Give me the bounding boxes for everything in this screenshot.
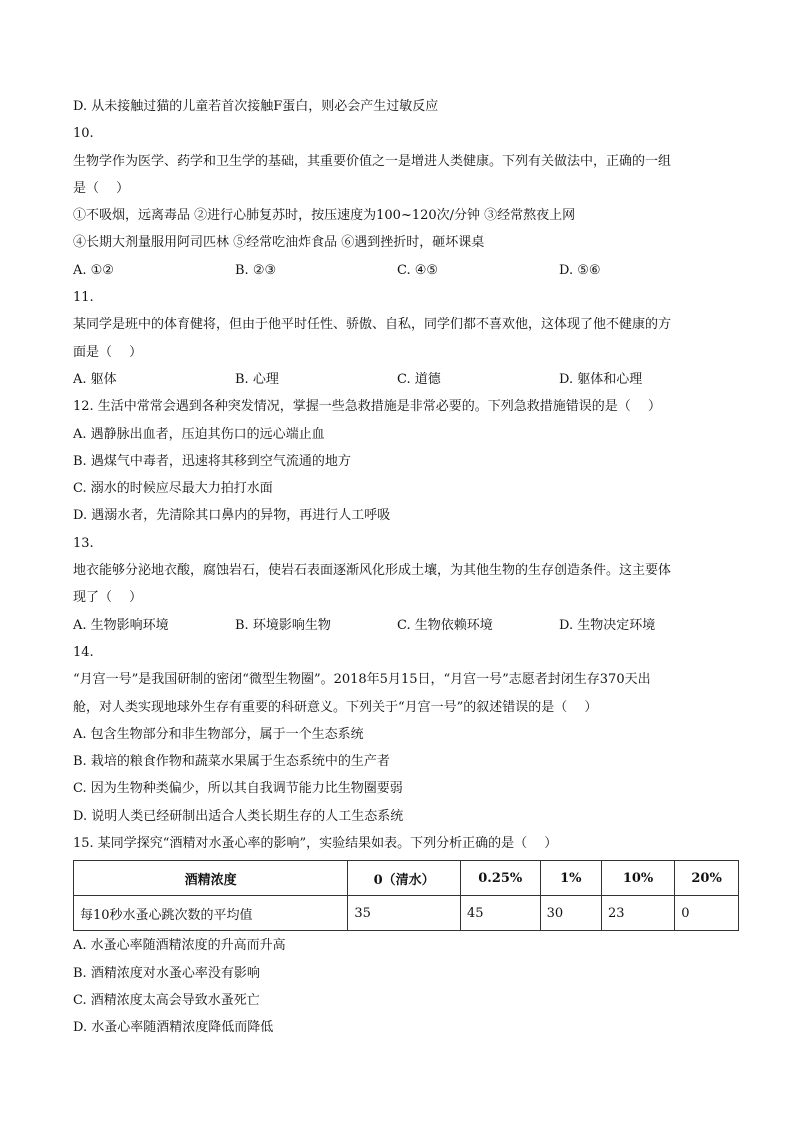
- table-cell: 30: [540, 896, 601, 931]
- q10-option-d: D. ⑤⑥: [559, 262, 601, 278]
- q13-stem-line-2: 现了（ ）: [73, 590, 143, 606]
- q10-option-c: C. ④⑤: [397, 262, 439, 278]
- q14-option-b: B. 栽培的粮食作物和蔬菜水果属于生态系统中的生产者: [73, 754, 390, 770]
- q11-stem-line-1: 某同学是班中的体育健将，但由于他平时任性、骄傲、自私，同学们都不喜欢他，这体现了他不健康的方: [73, 317, 672, 333]
- q10-option-b: B. ②③: [235, 262, 277, 278]
- q13-option-a: A. 生物影响环境: [73, 617, 169, 633]
- q12-stem: 12. 生活中常常会遇到各种突发情况，掌握一些急救措施是非常必要的。下列急救措施错误的是（ ）: [73, 399, 661, 415]
- q14-option-c: C. 因为生物种类偏少，所以其自我调节能力比生物圈要弱: [73, 781, 403, 797]
- q15-option-a: A. 水蚤心率随酒精浓度的升高而升高: [73, 938, 286, 954]
- q12-option-d: D. 遇溺水者，先清除其口鼻内的异物，再进行人工呼吸: [73, 508, 391, 524]
- q14-number: 14.: [73, 644, 94, 660]
- q12-option-b: B. 遇煤气中毒者，迅速将其移到空气流通的地方: [73, 453, 351, 469]
- q12-option-a: A. 遇静脉出血者，压迫其伤口的远心端止血: [73, 426, 325, 442]
- q15-option-c: C. 酒精浓度太高会导致水蚤死亡: [73, 992, 260, 1008]
- table-row-label: 每10秒水蚤心跳次数的平均值: [74, 896, 348, 931]
- table-header-cell: 10%: [601, 861, 674, 896]
- table-header-cell: 0（清水）: [348, 861, 461, 896]
- q11-option-c: C. 道德: [397, 371, 441, 387]
- table-cell: 23: [601, 896, 674, 931]
- q10-stem-line-1: 生物学作为医学、药学和卫生学的基础，其重要价值之一是增进人类健康。下列有关做法中，正确的一组: [73, 153, 672, 169]
- q10-number: 10.: [73, 126, 94, 142]
- q10-stem-line-2: 是（ ）: [73, 180, 130, 196]
- q10-items-line-2: ④长期大剂量服用阿司匹林 ⑤经常吃油炸食品 ⑥遇到挫折时，砸坏课桌: [73, 235, 485, 251]
- q15-option-b: B. 酒精浓度对水蚤心率没有影响: [73, 965, 260, 981]
- q14-stem-line-2: 舱，对人类实现地球外生存有重要的科研意义。下列关于“月宫一号”的叙述错误的是（ ）: [73, 699, 598, 715]
- q11-stem-line-2-row: [73, 339, 739, 366]
- table-header-cell: 0.25%: [460, 861, 540, 896]
- table-cell: 0: [675, 896, 739, 931]
- table-header-cell: 酒精浓度: [74, 861, 348, 896]
- q11-option-d: D. 躯体和心理: [559, 371, 643, 387]
- table-header-row: [74, 861, 739, 896]
- q9-option-d: D. 从未接触过猫的儿童若首次接触F蛋白，则必会产生过敏反应: [73, 99, 439, 114]
- q13-number: 13.: [73, 535, 94, 551]
- q15-stem: 15. 某同学探究“酒精对水蚤心率的影响”，实验结果如表。下列分析正确的是（ ）: [73, 836, 558, 852]
- q11-option-b: B. 心理: [235, 371, 279, 387]
- q13-option-c: C. 生物依赖环境: [397, 617, 493, 633]
- q15-option-d: D. 水蚤心率随酒精浓度降低而降低: [73, 1020, 274, 1036]
- exam-page: [73, 93, 739, 1042]
- q10-items-line-1: ①不吸烟，远离毒品 ②进行心肺复苏时，按压速度为100~120次/分钟 ③经常熬夜上网: [73, 208, 576, 224]
- q11-stem-and-options: [73, 366, 739, 393]
- table-header-cell: 20%: [675, 861, 739, 896]
- q14-option-d: D. 说明人类已经研制出适合人类长期生存的人工生态系统: [73, 808, 404, 824]
- q14-option-a: A. 包含生物部分和非生物部分，属于一个生态系统: [73, 726, 364, 742]
- q11-number: 11.: [73, 290, 94, 306]
- q15-results-table: [73, 860, 739, 931]
- q13-option-d: D. 生物决定环境: [559, 617, 656, 633]
- q14-stem-line-1: “月宫一号”是我国研制的密闭“微型生物圈”。2018年5月15日，“月宫一号”志愿者封闭生存370天出: [73, 672, 651, 688]
- q11-option-a: [73, 366, 235, 393]
- q13-options: [73, 612, 739, 639]
- q10-option-a: A. ①②: [73, 262, 114, 278]
- table-cell: 35: [348, 896, 461, 931]
- q11-option-a-label: A. 躯体: [73, 371, 117, 387]
- table-row: [74, 896, 739, 931]
- q12-option-c: C. 溺水的时候应尽最大力拍打水面: [73, 481, 273, 497]
- q13-stem-line-1: 地衣能够分泌地衣酸，腐蚀岩石，使岩石表面逐渐风化形成土壤，为其他生物的生存创造条件。这主要体: [73, 563, 672, 579]
- q11-stem-line-2: 面是（ ）: [73, 344, 143, 360]
- q10-options: [73, 257, 739, 284]
- table-header-cell: 1%: [540, 861, 601, 896]
- table-cell: 45: [460, 896, 540, 931]
- q13-option-b: B. 环境影响生物: [235, 617, 331, 633]
